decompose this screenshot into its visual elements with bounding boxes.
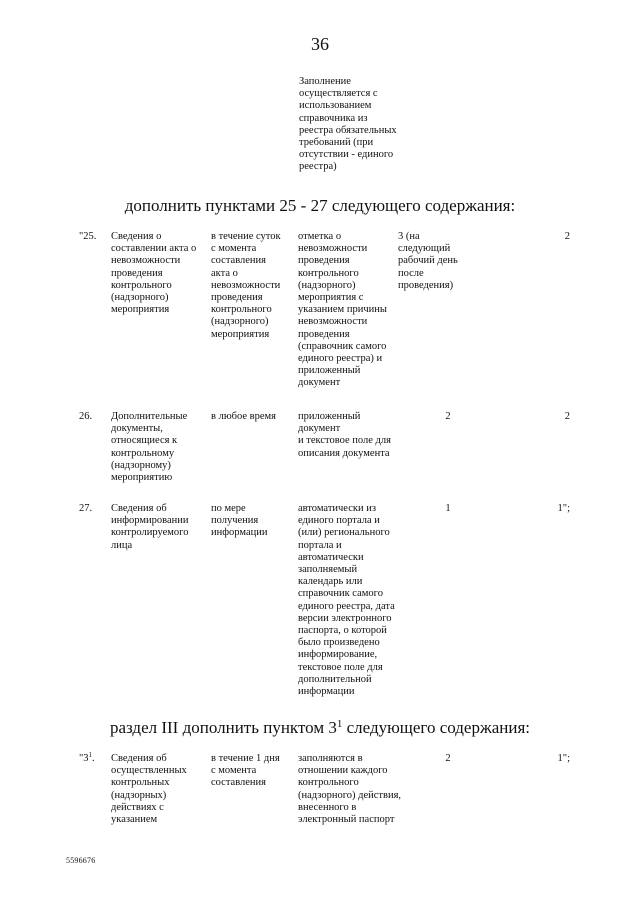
item-number: 26. [79, 411, 93, 422]
heading-2-text: раздел III дополнить пунктом 3 [109, 718, 337, 737]
item-fill-method: автоматически из единого портала и (или) регионального портала и автоматически заполняемый календарь или справочник самого единого реестра, дата версии электронного паспорта, о которой было произведено информирование, текстовое поле для дополнительной информации [298, 503, 395, 698]
item-name: Сведения об информировании контролируемого лица [111, 503, 189, 551]
item-deadline: 1 [445, 503, 451, 514]
heading-add-section-3-1 [0, 718, 640, 738]
item-timing: в течение 1 дня с момента составления [211, 753, 280, 789]
item-number-superscript: 1 [88, 751, 93, 759]
item-timing: в любое время [211, 411, 277, 422]
item-fill-method: заполняются в отношении каждого контрольного (надзорного) действия, внесенного в электронный паспорт [298, 753, 402, 826]
item-last-value: 1"; [557, 753, 570, 764]
item-fill-method: приложенный документ и текстовое поле для описания документа [298, 411, 391, 459]
item-number [79, 753, 109, 765]
item-deadline: 2 [445, 753, 451, 764]
item-number-text: "3 [79, 753, 89, 764]
top-note-text: Заполнение осуществляется с использованием справочника из реестра обязательных требований (при отсутствии - единого реестра) [299, 76, 397, 173]
item-last-value: 2 [564, 231, 570, 242]
item-deadline: 2 [445, 411, 451, 422]
item-timing: в течение суток с момента составления акта о невозможности проведения контрольного (надзорного) мероприятия [211, 231, 281, 340]
item-deadline: 3 (на следующий рабочий день после проведения) [398, 231, 458, 291]
document-id: 5596676 [66, 856, 96, 865]
page-number: 36 [311, 34, 329, 54]
item-number: "25. [79, 231, 97, 242]
item-name: Дополнительные документы, относящиеся к контрольному (надзорному) мероприятию [111, 411, 188, 484]
item-number: 27. [79, 503, 93, 514]
item-name: Сведения о составлении акта о невозможности проведения контрольного (надзорного) мероприятия [111, 231, 197, 316]
item-timing: по мере получения информации [211, 503, 268, 539]
item-last-value: 2 [564, 411, 570, 422]
heading-2-text-tail: следующего содержания: [342, 718, 531, 737]
item-name: Сведения об осуществленных контрольных (надзорных) действиях с указанием [111, 753, 187, 826]
heading-add-items-25-27: дополнить пунктами 25 - 27 следующего содержания: [124, 196, 516, 215]
heading-2-superscript: 1 [336, 718, 343, 730]
item-fill-method: отметка о невозможности проведения контрольного (надзорного) мероприятия с указанием причины невозможности проведения (справочник самого единого реестра) и приложенный документ [298, 231, 387, 389]
item-number-dot: . [92, 753, 95, 764]
item-last-value: 1"; [557, 503, 570, 514]
